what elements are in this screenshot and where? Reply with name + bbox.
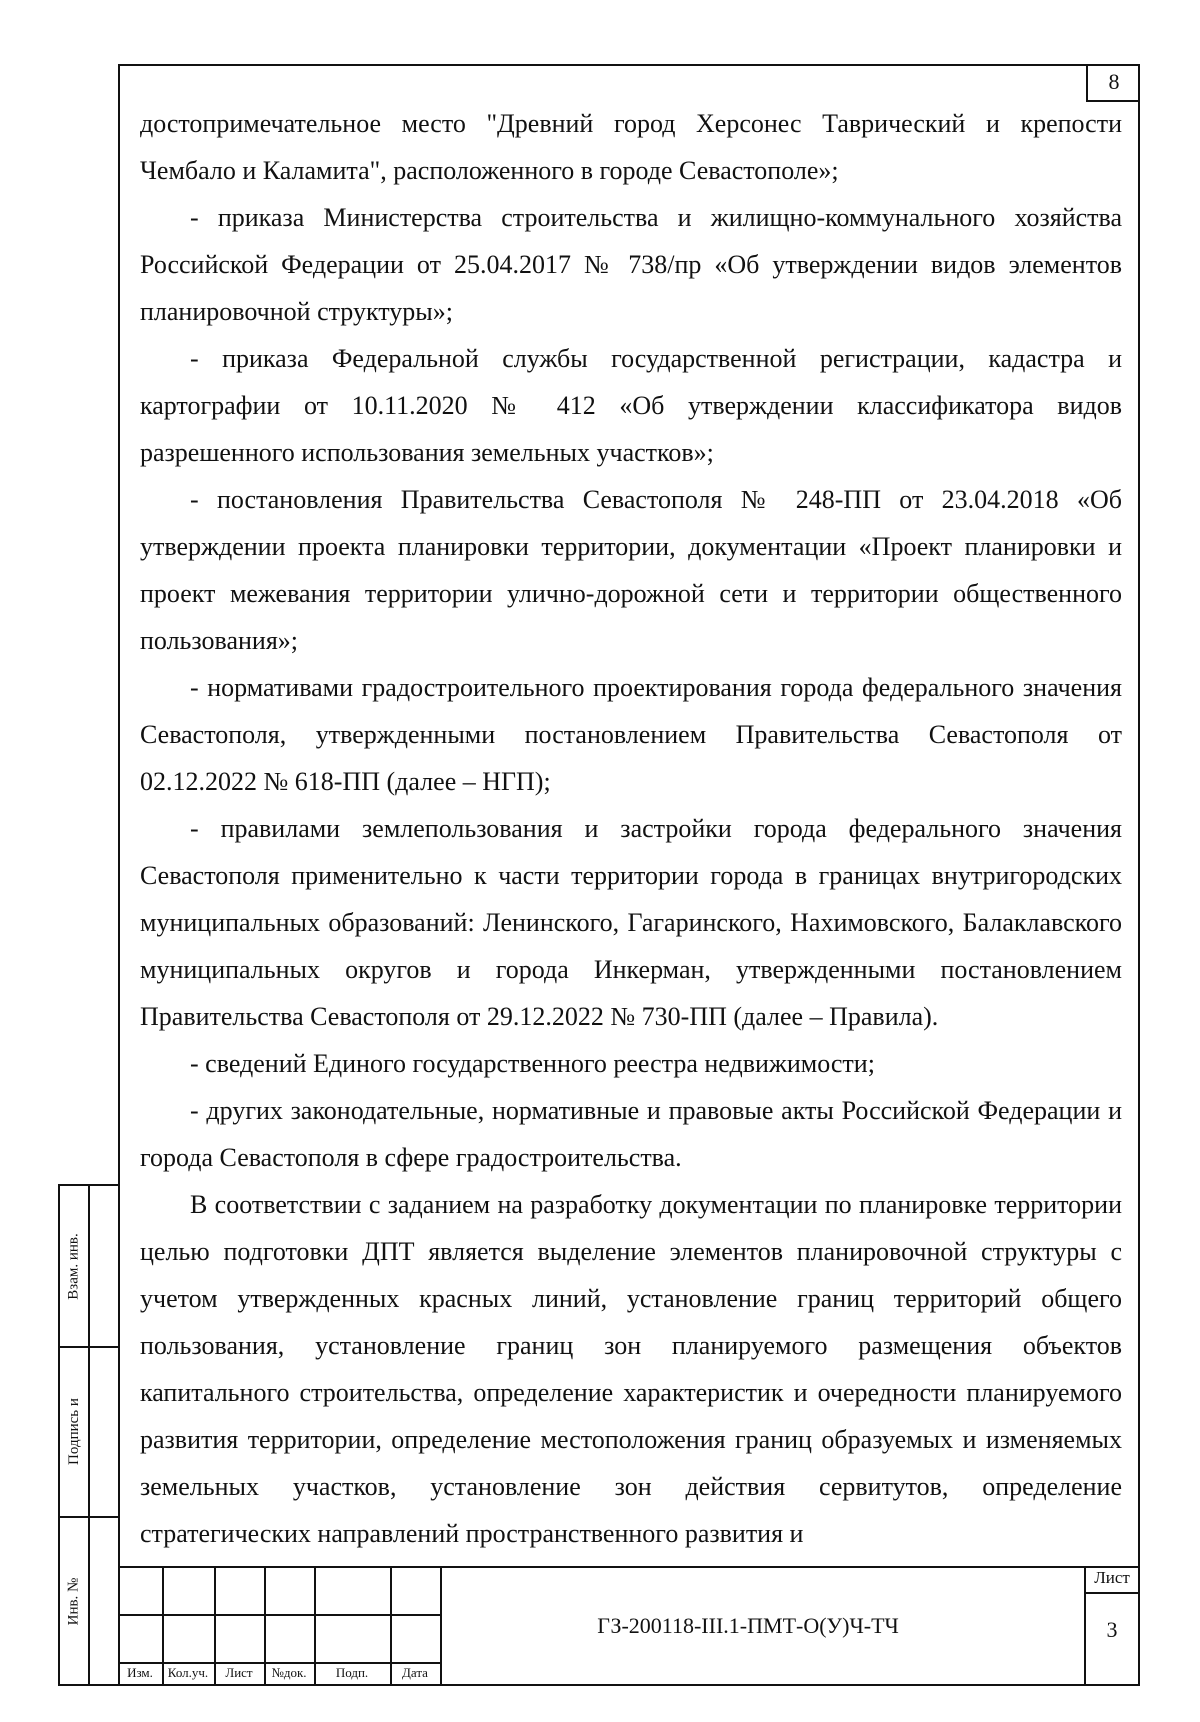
title-block-header: Дата	[402, 1665, 428, 1680]
sheet-number: 3	[1106, 1617, 1118, 1642]
side-label-inv-no: Инв. №	[65, 1577, 82, 1625]
title-block-header: Изм.	[127, 1665, 153, 1680]
title-block-header: Подп.	[335, 1665, 369, 1680]
side-stamp-divider	[88, 1186, 90, 1684]
document-code: ГЗ-200118-III.1-ПМТ-О(У)Ч-ТЧ	[597, 1613, 899, 1638]
paragraph: - приказа Министерства строительства и жилищно-коммунального хозяйства Российской Федерации от 25.04.2017 № 738/пр «Об утверждении видов элементов планировочной структуры»;	[140, 203, 1122, 326]
paragraph: - постановления Правительства Севастополя № 248-ПП от 23.04.2018 «Об утверждении проекта планировки территории, документации «Проект планировки и проект межевания территории улично-дорожной сети и территории общественного пользования»;	[140, 485, 1122, 655]
side-label-podpis: Подпись и	[65, 1397, 82, 1465]
document-body	[140, 100, 1122, 1557]
title-block-header: Кол.уч.	[167, 1665, 209, 1680]
paragraph: - приказа Федеральной службы государственной регистрации, кадастра и картографии от 10.11.2020 № 412 «Об утверждении классификатора видов разрешенного использования земельных участков»;	[140, 344, 1122, 467]
paragraph: - других законодательные, нормативные и правовые акты Российской Федерации и города Севастополя в сфере градостроительства.	[140, 1096, 1122, 1172]
title-block-line	[440, 1566, 442, 1686]
paragraph: - правилами землепользования и застройки города федерального значения Севастополя применительно к части территории города в границах внутригородских муниципальных образований: Ленинского, Гагаринского, Нахимовского, Балаклавского муниципальных округов и города Инкерман, утвержденными постановлением Правительства Севастополя от 29.12.2022 № 730-ПП (далее – Правила).	[140, 814, 1122, 1031]
paragraph: - сведений Единого государственного реестра недвижимости;	[190, 1049, 875, 1078]
page-number: 8	[1086, 64, 1140, 102]
sheet-label: Лист	[1094, 1568, 1130, 1587]
side-stamp	[58, 1184, 118, 1686]
paragraph: В соответствии с заданием на разработку документации по планировке территории целью подготовки ДПТ является выделение элементов планировочной структуры с учетом утвержденных красных линий, установление границ территорий общего пользования, установление границ зон планируемого размещения объектов капитального строительства, определение характеристик и очередности планируемого развития территории, определение местоположения границ образуемых и изменяемых земельных участков, установление зон действия сервитутов, определение стратегических направлений пространственного развития и	[140, 1190, 1122, 1548]
title-block-header: Лист	[225, 1665, 253, 1680]
title-block-line	[1084, 1592, 1140, 1594]
paragraph: - нормативами градостроительного проектирования города федерального значения Севастополя, утвержденными постановлением Правительства Севастополя от 02.12.2022 № 618-ПП (далее – НГП);	[140, 673, 1122, 796]
side-label-vzam-inv: Взам. инв.	[65, 1232, 82, 1300]
title-block	[118, 1566, 1140, 1686]
paragraph: достопримечательное место "Древний город Херсонес Таврический и крепости Чембало и Каламита", расположенного в городе Севастополе»;	[140, 109, 1122, 185]
title-block-header: №док.	[271, 1665, 307, 1680]
